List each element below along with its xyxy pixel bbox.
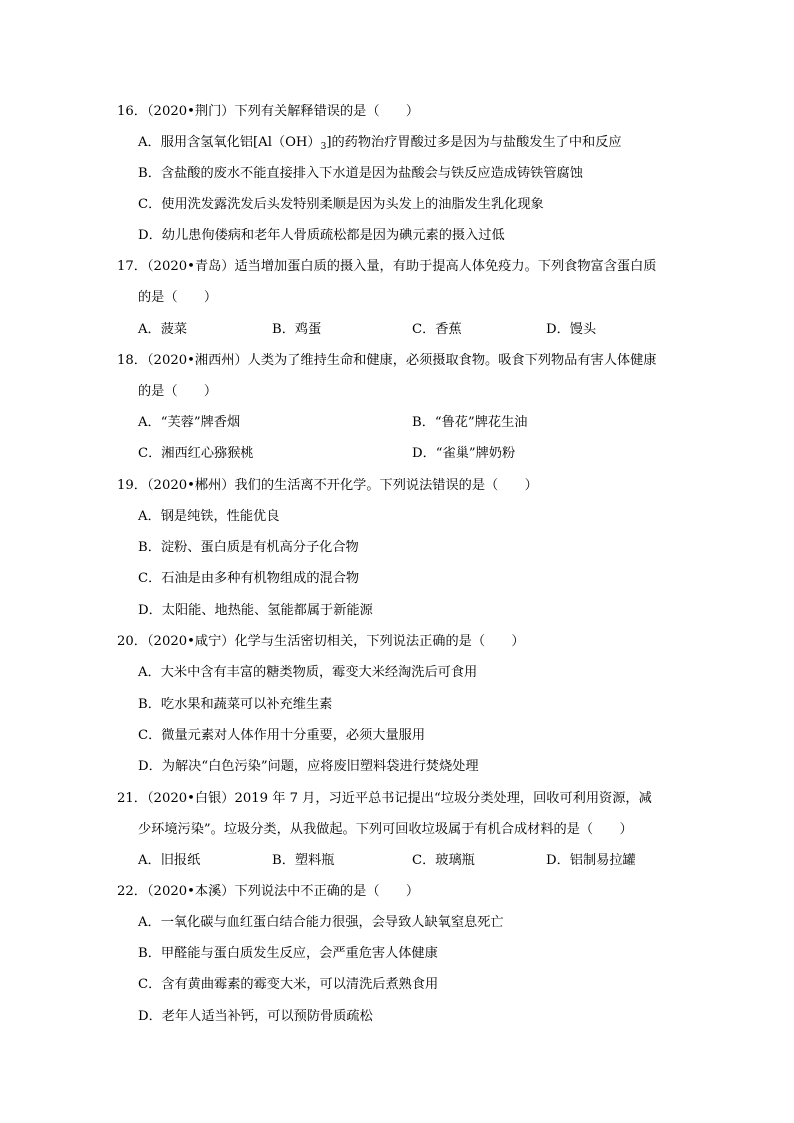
question-22-stem: 22．（2020•本溪）下列说法中不正确的是（ ） xyxy=(117,884,420,899)
question-19-option-c: C．石油是由多种有机物组成的混合物 xyxy=(138,571,360,586)
question-21-option-c: C．玻璃瓶 xyxy=(412,853,475,868)
question-17-stem: 17．（2020•青岛）适当增加蛋白质的摄入量，有助于提高人体免疫力。下列食物富含蛋白质 xyxy=(117,259,657,274)
question-16-stem: 16．（2020•荆门）下列有关解释错误的是（ ） xyxy=(117,104,420,119)
question-17-option-c: C．香蕉 xyxy=(412,322,462,337)
question-21-stem-cont: 少环境污染”。垃圾分类，从我做起。下列可回收垃圾属于有机合成材料的是（ ） xyxy=(138,822,633,837)
question-17-option-d: D．馒头 xyxy=(546,322,597,337)
question-16-option-c: C．使用洗发露洗发后头发特别柔顺是因为头发上的油脂发生乳化现象 xyxy=(138,197,544,212)
question-21-option-d: D．铝制易拉罐 xyxy=(546,853,636,868)
question-22-option-c: C．含有黄曲霉素的霉变大米，可以清洗后煮熟食用 xyxy=(138,977,439,992)
question-20-option-b: B．吃水果和蔬菜可以补充维生素 xyxy=(138,697,333,712)
question-19-option-a: A．钢是纯铁，性能优良 xyxy=(138,509,280,524)
question-18-option-a: A．“芙蓉”牌香烟 xyxy=(138,415,241,430)
question-20-option-d: D．为解决“白色污染”问题，应将废旧塑料袋进行焚烧处理 xyxy=(138,759,479,774)
question-18-option-b: B．“鲁花”牌花生油 xyxy=(412,415,528,430)
question-17-stem-cont: 的是（ ） xyxy=(138,290,218,305)
question-19-option-b: B．淀粉、蛋白质是有机高分子化合物 xyxy=(138,540,359,555)
question-18-stem-cont: 的是（ ） xyxy=(138,384,218,399)
question-21-option-b: B．塑料瓶 xyxy=(272,853,335,868)
question-20-option-a: A．大米中含有丰富的糖类物质，霉变大米经淘洗后可食用 xyxy=(138,665,478,680)
question-20-option-c: C．微量元素对人体作用十分重要，必须大量服用 xyxy=(138,728,426,743)
question-19-stem: 19．（2020•郴州）我们的生活离不开化学。下列说法错误的是（ ） xyxy=(117,478,538,493)
question-16-option-d: D．幼儿患佝偻病和老年人骨质疏松都是因为碘元素的摄入过低 xyxy=(138,228,505,243)
question-20-stem: 20．（2020•咸宁）化学与生活密切相关，下列说法正确的是（ ） xyxy=(117,634,525,649)
question-18-option-c: C．湘西红心猕猴桃 xyxy=(138,446,254,461)
question-22-option-a: A．一氧化碳与血红蛋白结合能力很强，会导致人缺氧窒息死亡 xyxy=(138,915,504,930)
question-16-option-a: A．服用含氢氧化铝$[Al(OH)_3]$的药物治疗胃酸过多是因为与盐酸发生了中和反应 xyxy=(138,135,622,152)
question-22-option-d: D．老年人适当补钙，可以预防骨质疏松 xyxy=(138,1009,373,1024)
question-19-option-d: D．太阳能、地热能、氢能都属于新能源 xyxy=(138,603,373,618)
question-17-option-a: A．菠菜 xyxy=(138,322,188,337)
question-22-option-b: B．甲醛能与蛋白质发生反应，会严重危害人体健康 xyxy=(138,946,438,961)
question-17-option-b: B．鸡蛋 xyxy=(272,322,322,337)
question-18-option-d: D．“雀巢”牌奶粉 xyxy=(412,446,516,461)
question-18-stem: 18．（2020•湘西州）人类为了维持生命和健康，必须摄取食物。吸食下列物品有害人体健康 xyxy=(117,353,657,368)
question-16-option-b: B．含盐酸的废水不能直接排入下水道是因为盐酸会与铁反应造成铸铁管腐蚀 xyxy=(138,166,583,181)
question-21-option-a: A．旧报纸 xyxy=(138,853,201,868)
question-21-stem: 21．（2020•白银）2019 年 7 月，习近平总书记提出“垃圾分类处理，回收可利用资源，减 xyxy=(117,791,652,806)
